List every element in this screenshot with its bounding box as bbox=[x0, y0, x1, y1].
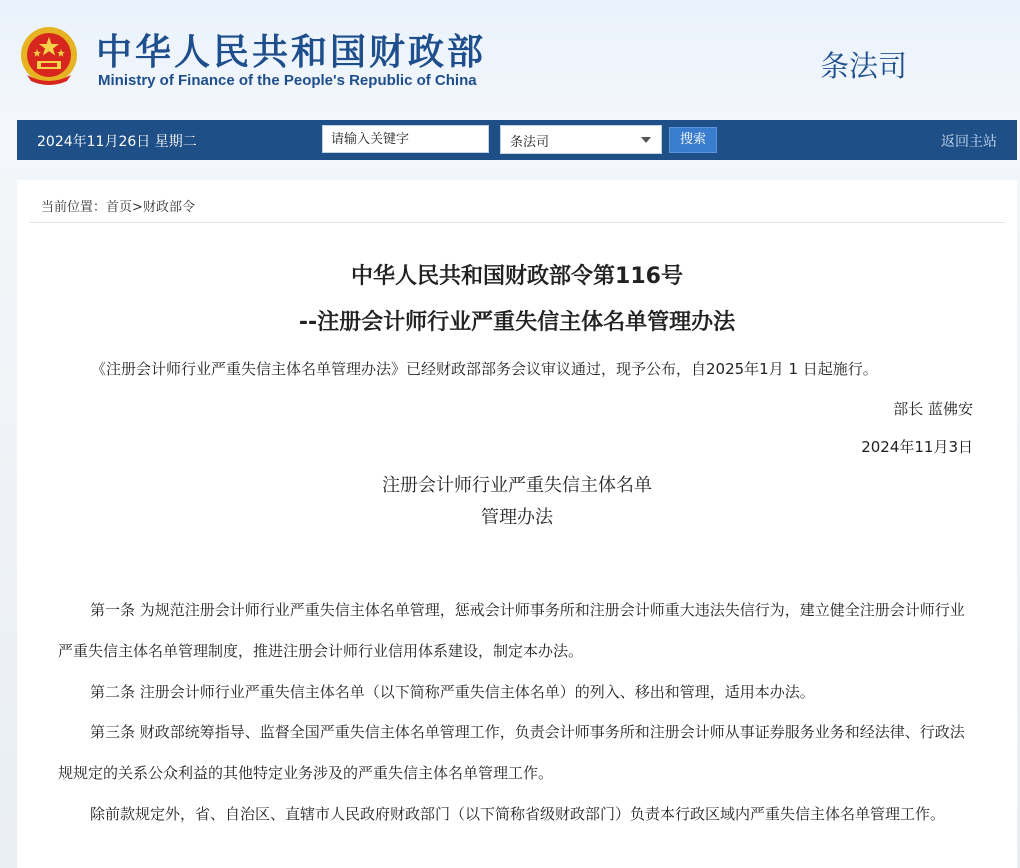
search-input[interactable] bbox=[322, 125, 489, 153]
chevron-down-icon bbox=[641, 137, 651, 143]
department-select-value: 条法司 bbox=[510, 135, 550, 150]
regulation-title-line1: 注册会计师行业严重失信主体名单 bbox=[382, 475, 652, 496]
article-paragraph: 第二条 注册会计师行业严重失信主体名单（以下简称严重失信主体名单）的列入、移出和管理，适用本办法。 bbox=[90, 683, 815, 701]
document-date: 2024年11月3日 bbox=[861, 438, 973, 456]
site-header bbox=[0, 0, 1020, 120]
breadcrumb-prefix: 当前位置： bbox=[41, 200, 107, 215]
department-select[interactable] bbox=[500, 125, 662, 154]
divider bbox=[29, 222, 1005, 223]
breadcrumb-current-link[interactable]: 财政部令 bbox=[142, 200, 195, 215]
search-button[interactable]: 搜索 bbox=[669, 127, 717, 153]
department-name: 条法司 bbox=[820, 49, 908, 83]
ministry-english-title: Ministry of Finance of the People's Republic of China bbox=[98, 72, 477, 89]
document-title-line1: 中华人民共和国财政部令第116号 bbox=[351, 264, 683, 289]
article-paragraph: 除前款规定外，省、自治区、直辖市人民政府财政部门（以下简称省级财政部门）负责本行政区域内严重失信主体名单管理工作。 bbox=[90, 805, 946, 823]
regulation-title-line2: 管理办法 bbox=[481, 507, 553, 528]
breadcrumb-separator: > bbox=[132, 200, 143, 215]
breadcrumb-home-link[interactable]: 首页 bbox=[106, 200, 133, 215]
back-to-main-site-link[interactable]: 返回主站 bbox=[941, 134, 997, 150]
ministry-chinese-title: 中华人民共和国财政部 bbox=[96, 32, 487, 73]
top-toolbar bbox=[17, 120, 1017, 160]
content-panel bbox=[17, 180, 1017, 868]
document-title-line2: --注册会计师行业严重失信主体名单管理办法 bbox=[298, 310, 736, 335]
national-emblem-icon bbox=[17, 25, 81, 89]
document-signer: 部长 蓝佛安 bbox=[893, 400, 973, 418]
breadcrumb bbox=[41, 196, 195, 215]
article-paragraph: 第三条 财政部统筹指导、监督全国严重失信主体名单管理工作，负责会计师事务所和注册会计师从事证券服务业务和经法律、行政法规规定的关系公众利益的其他特定业务涉及的严重失信主体名单管理工作。 bbox=[58, 723, 965, 782]
document-intro: 《注册会计师行业严重失信主体名单管理办法》已经财政部部务会议审议通过，现予公布，自2025年1月 1 日起施行。 bbox=[91, 360, 878, 378]
current-date: 2024年11月26日 星期二 bbox=[37, 134, 197, 150]
article-paragraph: 第一条 为规范注册会计师行业严重失信主体名单管理，惩戒会计师事务所和注册会计师重大违法失信行为，建立健全注册会计师行业严重失信主体名单管理制度，推进注册会计师行业信用体系建设，制定本办法。 bbox=[58, 601, 965, 660]
